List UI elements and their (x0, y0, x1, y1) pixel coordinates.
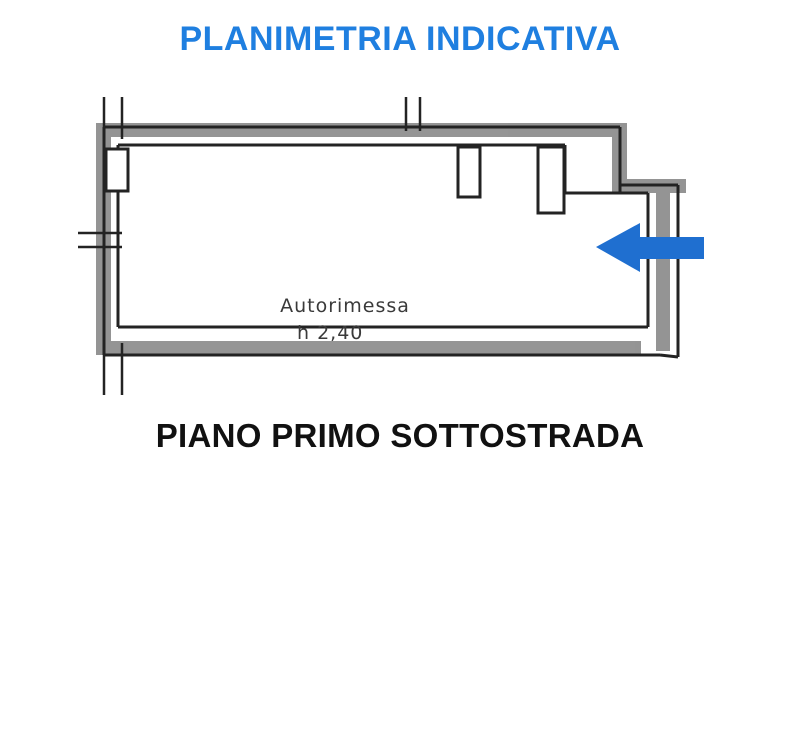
floor-plan-svg (60, 75, 760, 405)
room-label (235, 293, 455, 347)
inner-pillar (458, 147, 480, 197)
floor-plan-drawing (60, 75, 760, 405)
left-window-opening (106, 149, 128, 191)
page-title-top: PLANIMETRIA INDICATIVA (179, 20, 621, 58)
room-height: h 2,40 (297, 322, 364, 344)
right-pillar (538, 147, 564, 213)
room-name: Autorimessa (280, 295, 410, 317)
page-title-bottom: PIANO PRIMO SOTTOSTRADA (155, 417, 645, 454)
entrance-arrow (596, 223, 704, 272)
